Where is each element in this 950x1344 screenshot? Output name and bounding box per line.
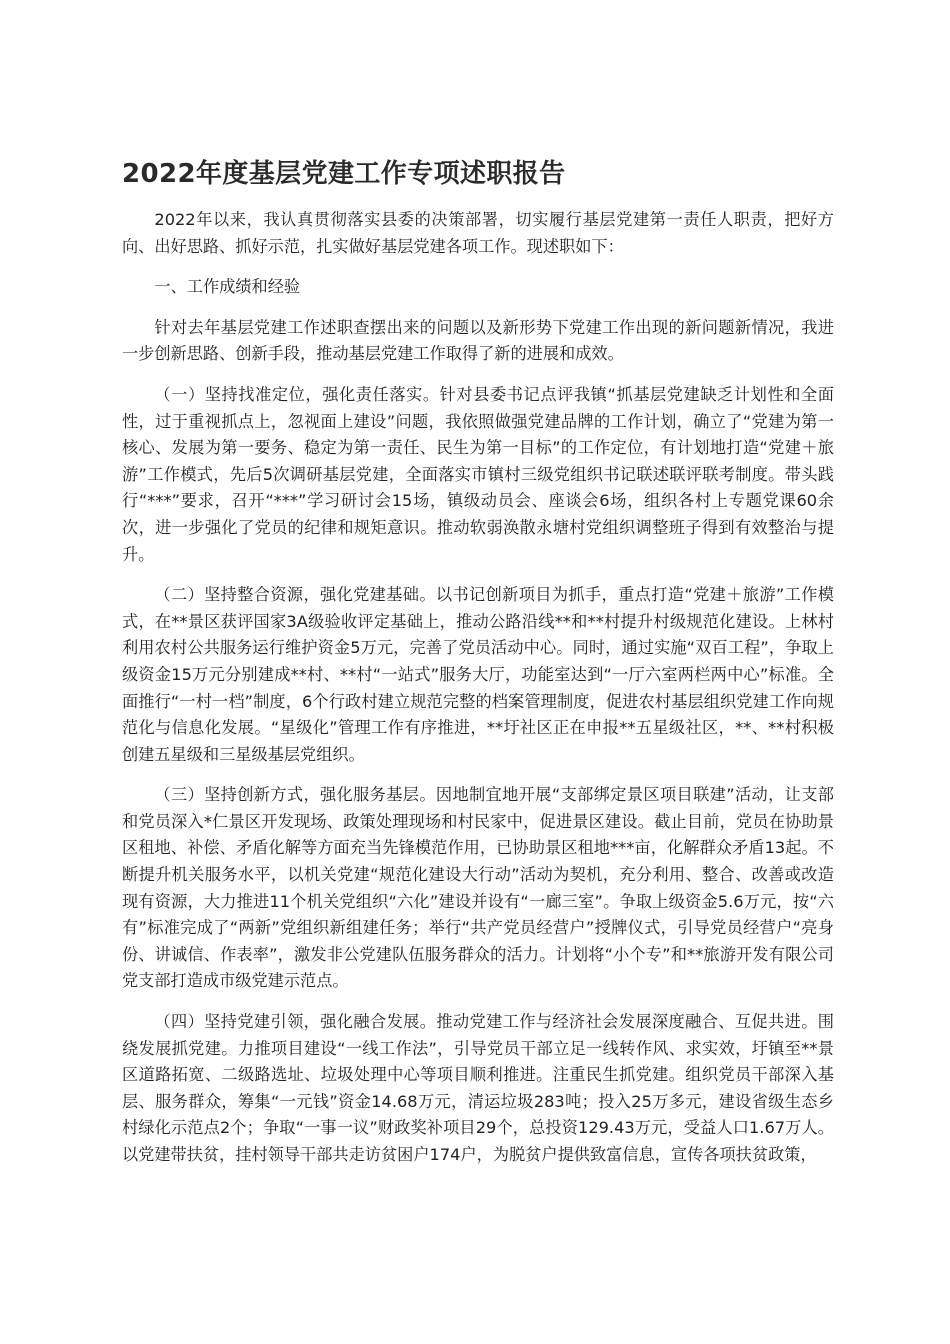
item-2-paragraph: （二）坚持整合资源，强化党建基础。以书记创新项目为抓手，重点打造“党建＋旅游”工作模式，在**景区获评国家3A级验收评定基础上，推动公路沿线**和**村提升村级规范化建设。上林村利用农村公共服务运行维护资金5万元，完善了党员活动中心。同时，通过实施“双百工程”，争取上级资金15万元分别建成**村、**村“一站式”服务大厅，功能室达到“一厅六室两栏两中心”标准。全面推行“一村一档”制度，6个行政村建立规范完整的档案管理制度，促进农村基层组织党建工作向规范化与信息化发展。“星级化”管理工作有序推进，**圩社区正在申报**五星级社区，**、**村积极创建五星级和三星级基层党组织。 [122,585,834,764]
item-4-paragraph: （四）坚持党建引领，强化融合发展。推动党建工作与经济社会发展深度融合、互促共进。围绕发展抓党建。力推项目建设“一线工作法”，引导党员干部立足一线转作风、求实效，圩镇至**景区道路拓宽、二级路选址、垃圾处理中心等项目顺利推进。注重民生抓党建。组织党员干部深入基层、服务群众，筹集“一元钱”资金14.68万元，清运垃圾283吨；投入25万多元，建设省级生态乡村绿化示范点2个；争取“一事一议”财政奖补项目29个，总投资129.43万元，受益人口1.67万人。以党建带扶贫，挂村领导干部共走访贫困户174户，为脱贫户提供致富信息，宣传各项扶贫政策， [122,1012,834,1164]
section-heading: 一、工作成绩和经验 [154,277,301,297]
item-3-paragraph: （三）坚持创新方式，强化服务基层。因地制宜地开展“支部绑定景区项目联建”活动，让支部和党员深入*仁景区开发现场、政策处理现场和村民家中，促进景区建设。截止目前，党员在协助景区租地、补偿、矛盾化解等方面充当先锋模范作用，已协助景区租地***亩，化解群众矛盾13起。不断提升机关服务水平，以机关党建“规范化建设大行动”活动为契机，充分利用、整合、改善或改造现有资源，大力推进11个机关党组织“六化”建设并设有“一廊三室”。争取上级资金5.6万元，按“六有”标准完成了“两新”党组织新组建任务；举行“共产党员经营户”授牌仪式，引导党员经营户“亮身份、讲诚信、作表率”，激发非公党建队伍服务群众的活力。计划将“小个专”和**旅游开发有限公司党支部打造成市级党建示范点。 [122,785,834,991]
overview-paragraph: 针对去年基层党建工作述职查摆出来的问题以及新形势下党建工作出现的新问题新情况，我进一步创新思路、创新手段，推动基层党建工作取得了新的进展和成效。 [122,317,834,364]
intro-paragraph: 2022年以来，我认真贯彻落实县委的决策部署，切实履行基层党建第一责任人职责，把好方向、出好思路、抓好示范，扎实做好基层党建各项工作。现述职如下： [122,210,834,256]
item-1-paragraph: （一）坚持找准定位，强化责任落实。针对县委书记点评我镇“抓基层党建缺乏计划性和全面性，过于重视抓点上，忽视面上建设”问题，我依照做强党建品牌的工作计划，确立了“党建为第一核心、发展为第一要务、稳定为第一责任、民生为第一目标”的工作定位，有计划地打造“党建＋旅游”工作模式，先后5次调研基层党建，全面落实市镇村三级党组织书记联述联评联考制度。带头践行“***”要求，召开“***”学习研讨会15场，镇级动员会、座谈会6场，组织各村上专题党课60余次，进一步强化了党员的纪律和规矩意识。推动软弱涣散永塘村党组织调整班子得到有效整治与提升。 [122,384,834,564]
document-title: 2022年度基层党建工作专项述职报告 [122,159,566,189]
document-body [122,207,834,1183]
